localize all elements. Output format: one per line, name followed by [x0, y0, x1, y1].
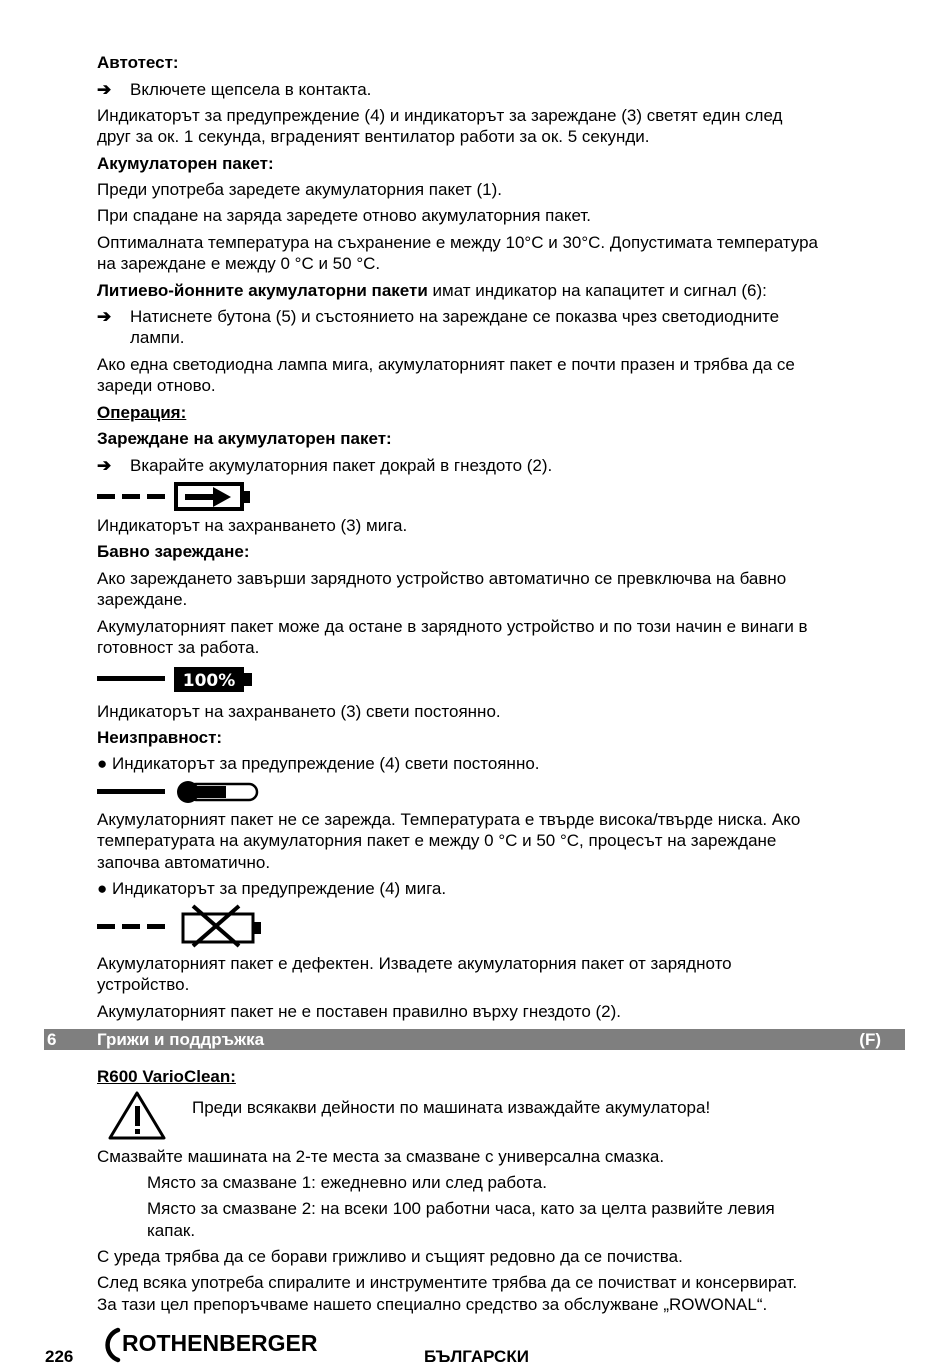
right-arrow-icon: ➔: [97, 80, 112, 99]
autotest-step: Включете щепсела в контакта.: [130, 80, 372, 99]
fault-item: ● Индикаторът за предупреждение (4) мига.: [97, 879, 447, 898]
autotest-text-line: Индикаторът за предупреждение (4) и индикаторът за зареждане (3) светят един след: [97, 106, 783, 125]
device-heading: R600 VarioClean:: [97, 1067, 236, 1086]
care-text: За тази цел препоръчваме нашето специално средство за обслужване „ROWONAL“.: [97, 1295, 768, 1314]
autotest-heading: Автотест:: [97, 53, 179, 72]
slow-text: Ако зареждането завърши зарядното устройство автоматично се превключва на бавно: [97, 569, 787, 588]
page-number: 226: [45, 1347, 74, 1366]
lube-point: капак.: [147, 1221, 196, 1240]
liion-step: Натиснете бутона (5) и състоянието на зареждане се показва чрез светодиодните: [130, 307, 780, 326]
lube-text: Смазвайте машината на 2-те места за смазване с универсална смазка.: [97, 1147, 665, 1166]
liion-text: зареди отново.: [97, 376, 216, 395]
liion-bold: Литиево-йонните акумулаторни пакети: [97, 281, 428, 300]
liion-rest: имат индикатор на капацитет и сигнал (6):: [427, 281, 767, 300]
battery-heading: Акумулаторен пакет:: [97, 154, 274, 173]
fault-text: устройство.: [97, 975, 190, 994]
battery-defect-icon: [97, 906, 267, 948]
autotest-text-line: друг за ок. 1 секунда, вградeният вентилатор работи за ок. 5 секунди.: [97, 127, 650, 146]
fault-text: Акумулаторният пакет не се зарежда. Температурата е твърде висока/твърде ниска. Ако: [97, 810, 801, 829]
operation-heading: Операция:: [97, 403, 187, 422]
slow-text: зареждане.: [97, 590, 188, 609]
slow-text: Акумулаторният пакет може да остане в зарядното устройство и по този начин е винаги в: [97, 617, 808, 636]
battery-charging-icon: [97, 482, 257, 512]
charging-indicator: Индикаторът на захранването (3) мига.: [97, 516, 408, 535]
slow-text: готовност за работа.: [97, 638, 260, 657]
fault-item: ● Индикаторът за предупреждение (4) свети постоянно.: [97, 754, 540, 773]
slow-indicator: Индикаторът на захранването (3) свети постоянно.: [97, 702, 501, 721]
liion-step: лампи.: [130, 328, 185, 347]
section-ref: (F): [859, 1030, 881, 1049]
battery-full-icon: [97, 664, 257, 694]
charging-heading: Зареждане на акумулаторен пакет:: [97, 429, 392, 448]
footer-language: БЪЛГАРСКИ: [424, 1347, 529, 1366]
brand-logo: [96, 1327, 356, 1365]
liion-paragraph: [97, 280, 767, 301]
slow-charging-heading: Бавно зареждане:: [97, 542, 250, 561]
right-arrow-icon: ➔: [97, 307, 112, 326]
right-arrow-icon: ➔: [97, 456, 112, 475]
battery-text: Оптималната температура на съхранение е между 10°C и 30°C. Допустимата температура: [97, 233, 818, 252]
warning-text: Преди всякакви дейности по машината изваждайте акумулатора!: [192, 1098, 711, 1117]
section-number: 6: [47, 1030, 57, 1049]
care-text: След всяка употреба спиралите и инструментите трябва да се почистват и консервират.: [97, 1273, 798, 1292]
lube-point: Място за смазване 2: на всеки 100 работни часа, като за целта развийте левия: [147, 1199, 775, 1218]
charging-step: Вкарайте акумулаторния пакет докрай в гнездото (2).: [130, 456, 553, 475]
fault-text: Акумулаторният пакет е дефектен. Извадете акумулаторния пакет от зарядното: [97, 954, 732, 973]
brand-name: ROTHENBERGER: [122, 1330, 318, 1356]
fault-text: Акумулаторният пакет не е поставен правилно върху гнездото (2).: [97, 1002, 622, 1021]
lube-point: Място за смазване 1: ежедневно или след работа.: [147, 1173, 547, 1192]
section-header-bar: [44, 1029, 905, 1050]
fault-heading: Неизправност:: [97, 728, 223, 747]
battery-text: При спадане на заряда заредете отново акумулаторния пакет.: [97, 206, 591, 225]
fault-text: температурата на акумулаторния пакет е между 0 °C и 50 °C, процесът на зареждане: [97, 831, 777, 850]
thermometer-icon: [97, 780, 267, 806]
liion-text: Ако една светодиодна лампа мига, акумулаторният пакет е почти празен и трябва да се: [97, 355, 795, 374]
fault-text: започва автоматично.: [97, 853, 271, 872]
battery-text: Преди употреба заредете акумулаторния пакет (1).: [97, 180, 502, 199]
battery-full-label: 100%: [182, 671, 236, 691]
warning-triangle-icon: [108, 1090, 168, 1142]
battery-text: на зареждане е между 0 °C и 50 °C.: [97, 254, 381, 273]
care-text: С уреда трябва да се борави грижливо и същият редовно да се почиства.: [97, 1247, 683, 1266]
section-title: Грижи и поддръжка: [97, 1030, 265, 1049]
